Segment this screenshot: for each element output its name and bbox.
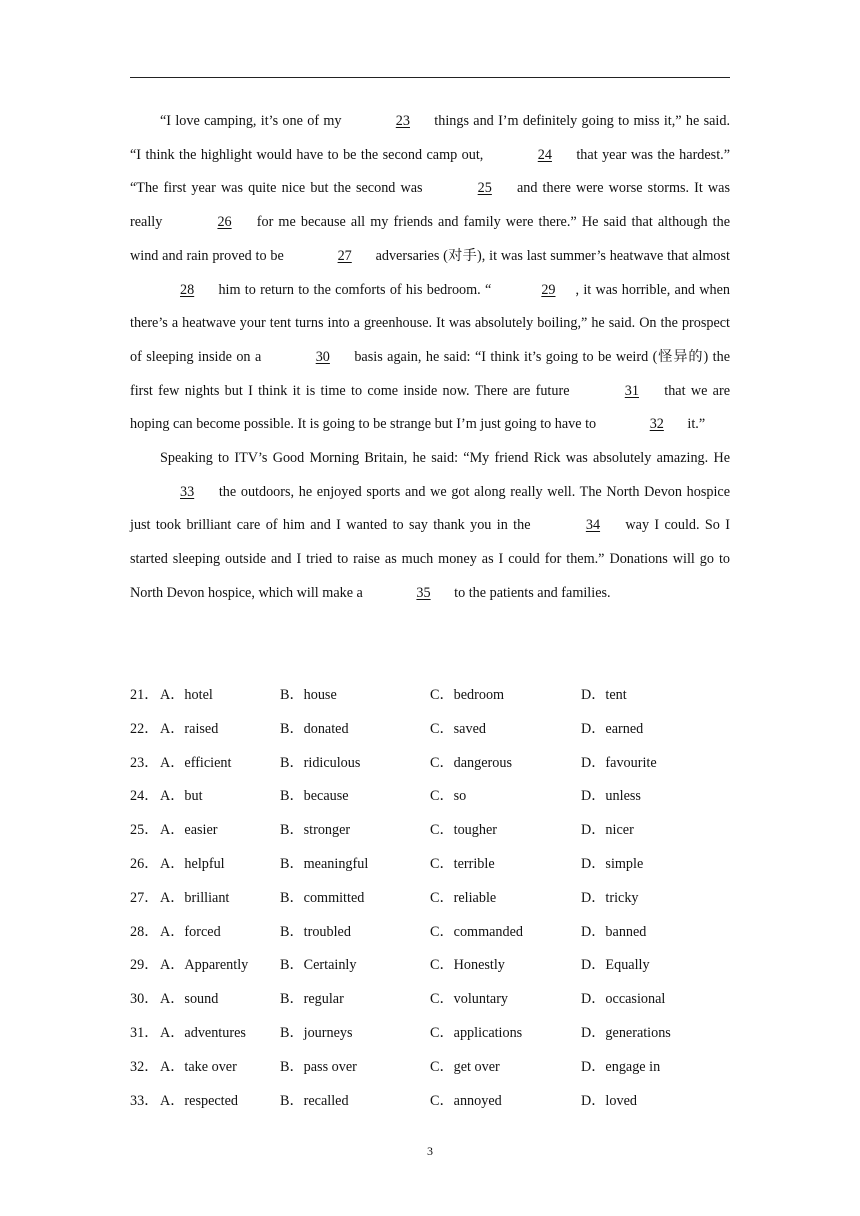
option-c: C．bedroom (430, 687, 505, 703)
question-number: 22． (130, 720, 159, 737)
option-a: A．easier (160, 822, 218, 839)
option-b: B．journeys (280, 1024, 353, 1041)
option-a: A．forced (160, 923, 221, 940)
passage-text: way I could. So I started sleeping outside and I tried to raise as much money as I could for them.” Donations will go to North Devon hospice, which will make a (130, 517, 730, 601)
question-number: 26． (130, 855, 159, 872)
option-b: B．recalled (280, 1092, 349, 1109)
option-c: C．dangerous (430, 754, 512, 771)
passage-text: Speaking to ITV’s Good Morning Britain, he said: “My friend Rick was absolutely amazing. He (160, 450, 730, 467)
option-a: A．sound (160, 991, 219, 1008)
passage-text: things and I’m definitely going to miss it,” he said. “I think the highlight would have to be the second camp out, (130, 113, 730, 163)
blank-32: 32 (649, 416, 664, 433)
option-b: B．stronger (280, 822, 351, 839)
question-row-25 (130, 814, 730, 848)
question-row-26 (130, 848, 730, 882)
answer-options (130, 679, 730, 1118)
question-number: 32． (130, 1058, 159, 1075)
passage-text: him to return to the comforts of his bedroom. “ (214, 281, 492, 298)
option-c: C．Honestly (430, 957, 505, 974)
question-number: 29． (130, 957, 159, 974)
option-b: B．ridiculous (280, 754, 361, 771)
option-b: B．pass over (280, 1058, 357, 1075)
passage-text: it.” (683, 416, 706, 433)
question-number: 31． (130, 1024, 159, 1041)
option-b: B．donated (280, 720, 349, 737)
question-number: 24． (130, 788, 159, 805)
passage-text: for me because all my friends and family were there.” He said that although the wind and rain proved to be (130, 214, 731, 264)
passage-text: and there were worse storms. It was really (130, 180, 731, 231)
question-row-29 (130, 949, 730, 983)
option-c: C．voluntary (430, 991, 509, 1008)
question-row-23 (130, 747, 730, 781)
option-d: D．occasional (581, 991, 666, 1008)
option-c: C．commanded (430, 923, 523, 940)
option-a: A．raised (160, 720, 219, 737)
option-d: D．simple (581, 855, 644, 872)
option-c: C．annoyed (430, 1092, 502, 1109)
passage-text: adversaries (对手), it was last summer’s heatwave that almost (371, 247, 730, 264)
option-d: D．favourite (581, 754, 657, 771)
option-d: D．generations (581, 1024, 671, 1041)
question-row-32 (130, 1051, 730, 1085)
reading-passage (130, 105, 730, 611)
question-number: 21． (130, 687, 159, 703)
question-number: 28． (130, 923, 159, 940)
passage-paragraph-2 (130, 442, 730, 611)
blank-24: 24 (537, 146, 552, 163)
question-row-24 (130, 780, 730, 814)
option-b: B．regular (280, 991, 344, 1008)
blank-33: 33 (180, 483, 195, 500)
question-row-31 (130, 1017, 730, 1051)
option-b: B．troubled (280, 923, 351, 940)
option-a: A．helpful (160, 855, 225, 872)
passage-text: , it was horrible, and when there’s a heatwave your tent turns into a greenhouse. It was absolutely boiling,” he said. On the prospect of sleeping inside on a (130, 281, 731, 365)
blank-34: 34 (585, 517, 601, 534)
option-c: C．applications (430, 1024, 523, 1041)
passage-text: that we are hoping can become possible. It is going to be strange but I’m just going to have to (130, 382, 730, 433)
passage-text: that year was the hardest.” “The first year was quite nice but the second was (130, 146, 730, 197)
option-c: C．get over (430, 1058, 500, 1075)
blank-23: 23 (395, 113, 410, 129)
option-b: B．because (280, 788, 349, 805)
question-number: 30． (130, 991, 159, 1008)
question-number: 27． (130, 889, 159, 906)
question-row-27 (130, 882, 730, 916)
option-a: A．hotel (160, 687, 213, 703)
passage-text: the outdoors, he enjoyed sports and we got along really well. The North Devon hospice just took brilliant care of him and I wanted to say thank you in the (130, 483, 730, 534)
option-d: D．Equally (581, 957, 650, 974)
option-a: A．take over (160, 1058, 237, 1075)
blank-27: 27 (337, 247, 352, 264)
passage-text: basis again, he said: “I think it’s going to be weird (怪异的) the first few nights but I think it is time to come inside now. There are future (130, 348, 730, 399)
blank-35: 35 (416, 584, 431, 601)
option-a: A．brilliant (160, 889, 230, 906)
question-row-21 (130, 679, 730, 713)
question-number: 23． (130, 754, 159, 771)
option-d: D．earned (581, 720, 644, 737)
question-number: 25． (130, 822, 159, 839)
option-a: A．respected (160, 1092, 238, 1109)
blank-29: 29 (541, 281, 556, 298)
option-c: C．reliable (430, 889, 497, 906)
blank-28: 28 (180, 281, 195, 298)
question-row-22 (130, 713, 730, 747)
option-d: D．loved (581, 1092, 637, 1109)
option-c: C．saved (430, 720, 486, 737)
option-b: B．Certainly (280, 957, 357, 974)
question-row-33 (130, 1085, 730, 1119)
option-b: B．house (280, 687, 337, 703)
blank-30: 30 (315, 348, 330, 365)
passage-paragraph-1 (130, 105, 730, 442)
option-d: D．engage in (581, 1058, 661, 1075)
option-c: C．tougher (430, 822, 497, 839)
header-rule (130, 77, 730, 78)
option-d: D．tricky (581, 889, 639, 906)
option-a: A．Apparently (160, 957, 249, 974)
option-d: D．banned (581, 923, 647, 940)
question-row-28 (130, 916, 730, 950)
blank-25: 25 (477, 180, 492, 197)
option-d: D．unless (581, 788, 641, 805)
option-b: B．meaningful (280, 855, 369, 872)
question-row-30 (130, 983, 730, 1017)
option-a: A．adventures (160, 1024, 246, 1041)
option-d: D．tent (581, 687, 627, 703)
option-a: A．but (160, 788, 203, 805)
page-number: 3 (427, 1144, 433, 1158)
passage-text: “I love camping, it’s one of my (160, 113, 346, 129)
passage-text: to the patients and families. (450, 584, 611, 601)
option-c: C．so (430, 788, 467, 805)
option-b: B．committed (280, 889, 365, 906)
option-c: C．terrible (430, 855, 495, 872)
blank-31: 31 (624, 382, 639, 399)
option-a: A．efficient (160, 754, 232, 771)
option-d: D．nicer (581, 822, 634, 839)
blank-26: 26 (217, 214, 232, 231)
question-number: 33． (130, 1092, 159, 1109)
